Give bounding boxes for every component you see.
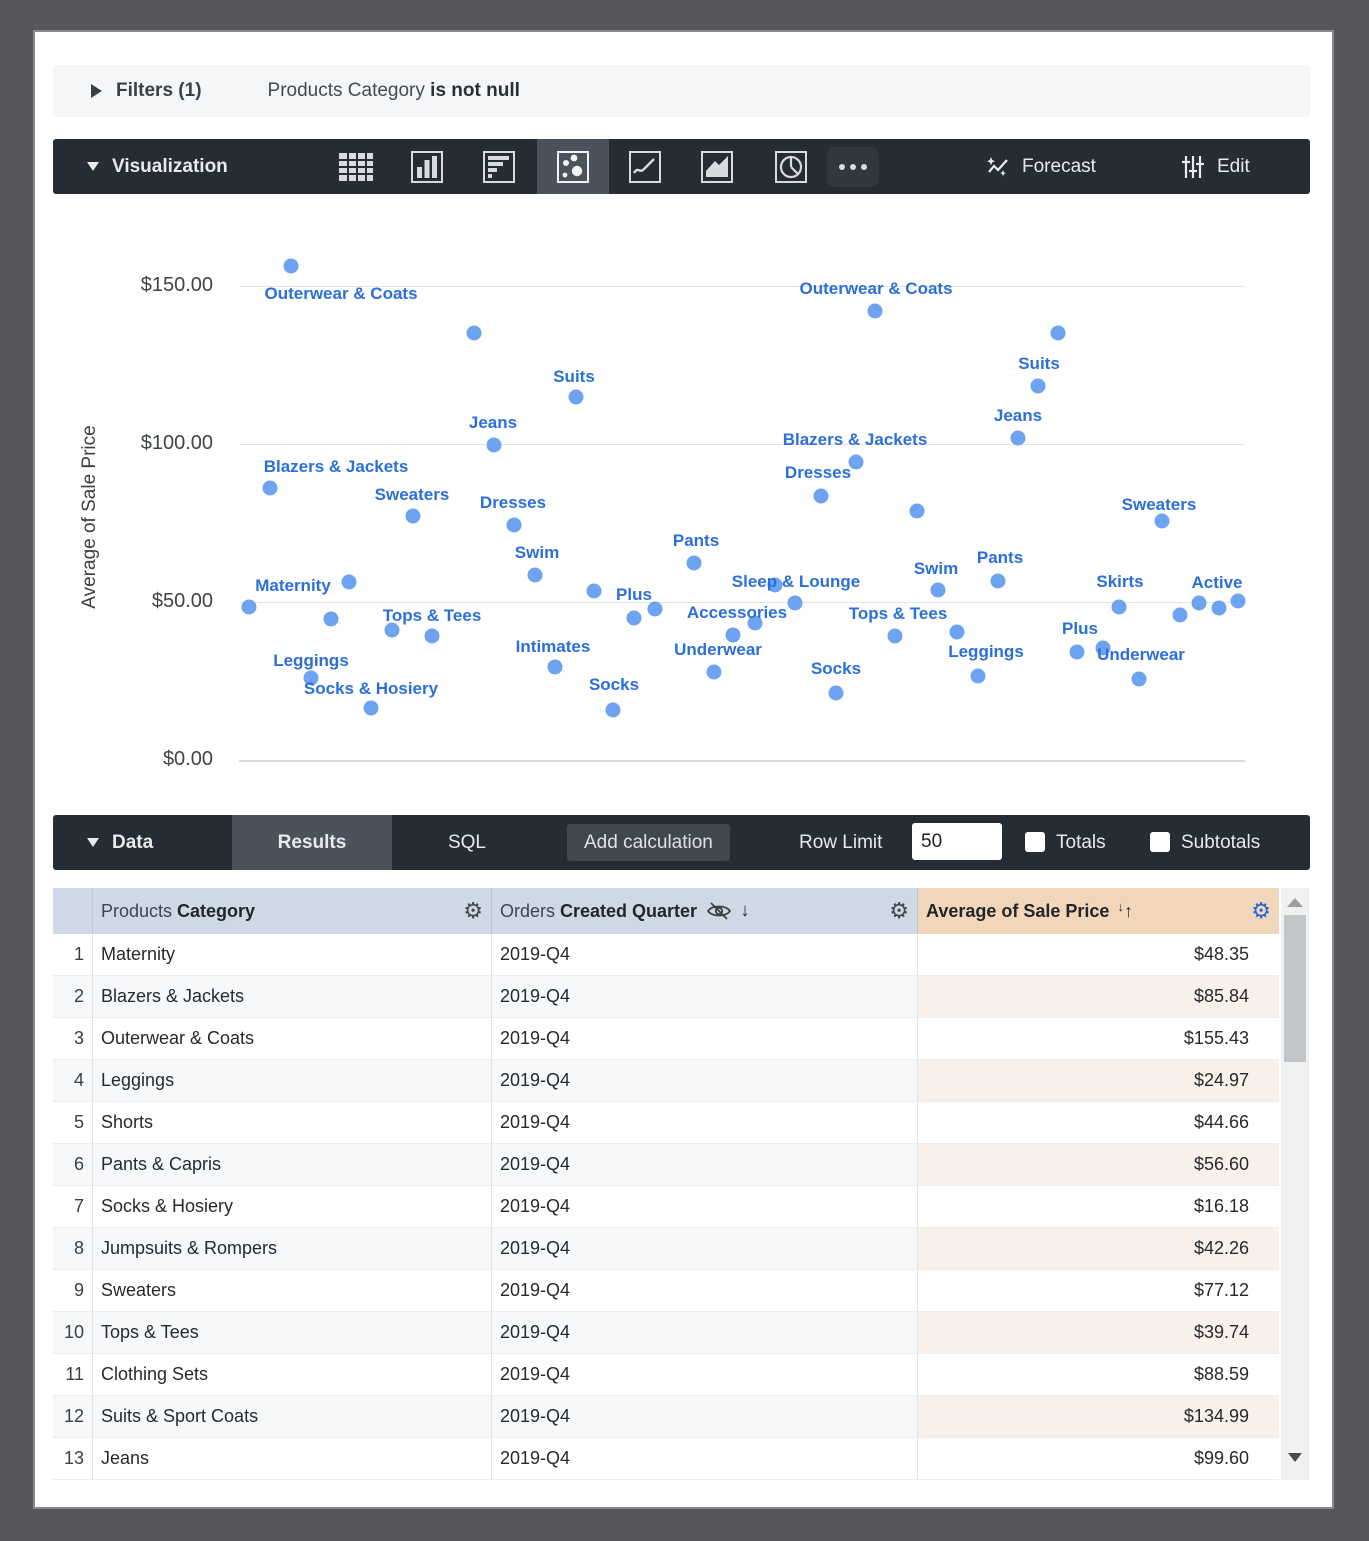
subtotals-checkbox[interactable] [1150,832,1170,852]
eye-slash-icon [706,901,732,921]
cell-category[interactable]: Tops & Tees [93,1312,492,1353]
data-point[interactable] [587,584,602,599]
line-chart-icon [628,150,662,184]
scroll-up-icon[interactable] [1287,898,1303,907]
table-header-row [53,888,1279,934]
filter-expression[interactable] [268,80,520,102]
row-number: 13 [53,1438,93,1479]
viz-type-scatter-button[interactable] [537,139,609,194]
cell-category[interactable]: Pants & Capris [93,1144,492,1185]
cell-price[interactable]: $56.60 [918,1144,1279,1185]
forecast-button[interactable] [984,139,1096,194]
edit-button[interactable] [1179,139,1250,194]
viz-more-button[interactable] [827,147,879,187]
bar-chart-icon [410,150,444,184]
cell-category[interactable]: Outerwear & Coats [93,1018,492,1059]
cell-category[interactable]: Jumpsuits & Rompers [93,1228,492,1269]
column-header-orders-created-quarter[interactable]: Orders Created Quarter ↓ ⚙ [492,888,918,934]
horizontal-bar-icon [482,150,516,184]
data-point-label: Blazers & Jackets [263,457,409,476]
row-number: 7 [53,1186,93,1227]
cell-category[interactable]: Sweaters [93,1270,492,1311]
cell-quarter[interactable]: 2019-Q4 [492,1228,918,1269]
data-point[interactable] [1132,671,1147,686]
data-point[interactable] [425,629,440,644]
table-body [53,934,1279,1480]
add-calculation-button[interactable]: Add calculation [567,824,730,861]
data-point[interactable] [971,668,986,683]
data-point-label: Swim [913,559,959,578]
table-row[interactable] [53,1102,1279,1144]
data-point[interactable] [467,326,482,341]
cell-quarter[interactable]: 2019-Q4 [492,1438,918,1479]
data-point-label: Blazers & Jackets [782,430,928,449]
cell-price[interactable]: $44.66 [918,1102,1279,1143]
cell-category[interactable]: Suits & Sport Coats [93,1396,492,1437]
gear-icon[interactable]: ⚙ [1251,898,1271,923]
sort-swap-icon[interactable]: ↓ ↑ [1117,898,1133,921]
data-point-label: Suits [1018,354,1060,373]
edit-label: Edit [1217,155,1250,177]
row-number: 12 [53,1396,93,1437]
table-row[interactable] [53,1186,1279,1228]
cell-price[interactable]: $155.43 [918,1018,1279,1059]
data-point[interactable] [1212,601,1227,616]
data-point-label: Sleep & Lounge [731,572,861,591]
column-header-average-sale-price[interactable]: Average of Sale Price ↓ ↑ ⚙ [918,888,1279,934]
cell-price[interactable]: $88.59 [918,1354,1279,1395]
cell-price[interactable]: $39.74 [918,1312,1279,1353]
data-point-label: Active [1191,573,1243,592]
data-point[interactable] [868,304,883,319]
data-point[interactable] [788,596,803,611]
data-point-label: Leggings [948,642,1024,661]
table-row[interactable] [53,1396,1279,1438]
data-point[interactable] [1051,326,1066,341]
filter-condition: is not null [430,80,520,101]
gridline [239,760,1245,762]
row-number: 9 [53,1270,93,1311]
table-row[interactable] [53,1018,1279,1060]
cell-category[interactable]: Socks & Hosiery [93,1186,492,1227]
row-number: 1 [53,934,93,975]
cell-quarter[interactable]: 2019-Q4 [492,1186,918,1227]
data-point[interactable] [814,488,829,503]
scatter-plot-icon [556,150,590,184]
gear-icon[interactable]: ⚙ [463,898,483,923]
table-row[interactable] [53,1060,1279,1102]
data-point-label: Skirts [1096,572,1144,591]
data-point[interactable] [910,503,925,518]
data-point-label: Plus [1062,619,1098,638]
gear-icon[interactable]: ⚙ [889,898,909,923]
data-point-label: Jeans [468,413,518,432]
viz-type-area-button[interactable] [681,139,753,194]
data-point-label: Socks & Hosiery [303,679,439,698]
cell-quarter[interactable]: 2019-Q4 [492,1270,918,1311]
tab-results[interactable]: Results [232,815,392,870]
caret-down-icon[interactable] [87,838,99,847]
visualization-title[interactable]: Visualization [112,155,228,177]
forecast-sparkle-icon [984,153,1012,181]
table-row[interactable] [53,934,1279,976]
sort-descending-arrow-icon: ↓ [740,900,750,921]
y-axis-tick-label: $100.00 [140,432,213,454]
data-point[interactable] [263,481,278,496]
data-point[interactable] [487,437,502,452]
cell-quarter[interactable]: 2019-Q4 [492,976,918,1017]
totals-checkbox[interactable] [1025,832,1045,852]
viz-type-pie-button[interactable] [755,139,827,194]
y-axis-tick-label: $150.00 [140,274,213,296]
scroll-down-icon[interactable] [1288,1453,1302,1462]
gridline [239,444,1245,445]
cell-price[interactable]: $48.35 [918,934,1279,975]
data-point[interactable] [687,556,702,571]
data-point-label: Suits [553,367,595,386]
subtotals-label: Subtotals [1181,831,1261,853]
cell-quarter[interactable]: 2019-Q4 [492,1060,918,1101]
row-limit-input[interactable] [912,823,1002,860]
data-point[interactable] [1011,430,1026,445]
data-point-label: Sweaters [374,485,450,504]
row-number-header [53,888,93,934]
data-point[interactable] [342,574,357,589]
visualization-bar [53,139,1310,194]
table-row[interactable] [53,1354,1279,1396]
data-point-label: Socks [810,659,862,678]
data-point-label: Outerwear & Coats [264,284,418,303]
y-axis-tick-label: $50.00 [151,590,213,612]
cell-price[interactable]: $16.18 [918,1186,1279,1227]
data-point-label: Socks [588,675,640,694]
row-number: 2 [53,976,93,1017]
data-point[interactable] [1112,600,1127,615]
data-point-label: Outerwear & Coats [799,279,953,298]
filters-title[interactable]: Filters (1) [116,80,202,101]
data-point[interactable] [1231,594,1246,609]
row-number: 8 [53,1228,93,1269]
explore-panel [33,30,1334,1509]
data-point[interactable] [606,702,621,717]
data-bar [53,815,1310,870]
data-point[interactable] [627,611,642,626]
table-row[interactable] [53,1228,1279,1270]
cell-quarter[interactable]: 2019-Q4 [492,1396,918,1437]
table-row[interactable] [53,1270,1279,1312]
scrollbar-thumb[interactable] [1284,915,1306,1062]
chevron-right-icon[interactable] [91,84,102,98]
data-point-label: Tops & Tees [848,604,948,623]
y-axis-tick-label: $0.00 [162,748,213,770]
viz-type-line-button[interactable] [609,139,681,194]
data-point[interactable] [931,583,946,598]
row-number: 10 [53,1312,93,1353]
data-point-label: Underwear [1097,645,1185,664]
data-point-label: Sweaters [1121,495,1197,514]
cell-price[interactable]: $85.84 [918,976,1279,1017]
cell-price[interactable]: $99.60 [918,1438,1279,1479]
row-limit-label: Row Limit [799,831,883,853]
data-point[interactable] [324,612,339,627]
cell-quarter[interactable]: 2019-Q4 [492,1102,918,1143]
data-point-label: Dresses [479,493,547,512]
data-point-label: Dresses [784,463,852,482]
cell-category[interactable]: Clothing Sets [93,1354,492,1395]
caret-down-icon[interactable] [87,162,99,171]
row-number: 6 [53,1144,93,1185]
data-point[interactable] [406,509,421,524]
table-row[interactable] [53,1312,1279,1354]
viz-type-hbar-button[interactable] [463,139,535,194]
data-point[interactable] [1070,644,1085,659]
table-row[interactable] [53,1144,1279,1186]
filters-bar [53,65,1310,117]
more-dots-icon [839,164,845,170]
row-number: 11 [53,1354,93,1395]
data-point[interactable] [991,574,1006,589]
data-point-label: Swim [514,543,560,562]
row-number: 4 [53,1060,93,1101]
y-axis-title: Average of Sale Price [79,425,100,609]
data-point[interactable] [528,568,543,583]
data-point[interactable] [1173,608,1188,623]
filter-field: Products Category [267,80,425,101]
data-point-label: Underwear [674,640,762,659]
cell-quarter[interactable]: 2019-Q4 [492,1018,918,1059]
data-point[interactable] [507,517,522,532]
data-point-label: Leggings [273,651,349,670]
data-point-label: Tops & Tees [382,606,482,625]
cell-category[interactable]: Blazers & Jackets [93,976,492,1017]
data-point-label: Intimates [515,637,591,656]
tab-sql[interactable]: SQL [447,831,487,853]
data-point-label: Jeans [993,406,1043,425]
data-point[interactable] [242,600,257,615]
data-point[interactable] [1155,514,1170,529]
cell-quarter[interactable]: 2019-Q4 [492,1312,918,1353]
cell-category[interactable]: Maternity [93,934,492,975]
data-point-label: Maternity [255,576,331,595]
scatter-chart [53,194,1310,802]
cell-price[interactable]: $134.99 [918,1396,1279,1437]
column-header-products-category[interactable]: Products Category ⚙ [93,888,492,934]
area-chart-icon [700,150,734,184]
data-point-label: Accessories [686,603,788,622]
data-point[interactable] [888,629,903,644]
table-row[interactable] [53,1438,1279,1480]
data-point[interactable] [284,259,299,274]
row-number: 3 [53,1018,93,1059]
viz-type-bar-button[interactable] [391,139,463,194]
edit-sliders-icon [1179,153,1207,181]
data-title[interactable]: Data [112,831,154,853]
viz-type-table-button[interactable] [320,139,392,194]
row-number: 5 [53,1102,93,1143]
data-point[interactable] [1031,379,1046,394]
table-row[interactable] [53,976,1279,1018]
pie-chart-icon [774,150,808,184]
data-point[interactable] [1192,596,1207,611]
data-point[interactable] [707,664,722,679]
totals-label: Totals [1056,831,1106,853]
data-point[interactable] [569,389,584,404]
cell-category[interactable]: Jeans [93,1438,492,1479]
data-point[interactable] [548,659,563,674]
cell-category[interactable]: Shorts [93,1102,492,1143]
cell-quarter[interactable]: 2019-Q4 [492,1354,918,1395]
data-point-label: Pants [976,548,1024,567]
table-icon [338,152,374,182]
data-point[interactable] [950,625,965,640]
data-point[interactable] [829,685,844,700]
data-point-label: Plus [616,585,652,604]
data-point-label: Pants [672,531,720,550]
cell-price[interactable]: $42.26 [918,1228,1279,1269]
results-table [53,888,1309,1480]
cell-price[interactable]: $24.97 [918,1060,1279,1101]
forecast-label: Forecast [1022,155,1096,177]
cell-price[interactable]: $77.12 [918,1270,1279,1311]
cell-quarter[interactable]: 2019-Q4 [492,1144,918,1185]
cell-quarter[interactable]: 2019-Q4 [492,934,918,975]
table-scrollbar[interactable] [1281,888,1309,1480]
cell-category[interactable]: Leggings [93,1060,492,1101]
data-point[interactable] [364,701,379,716]
